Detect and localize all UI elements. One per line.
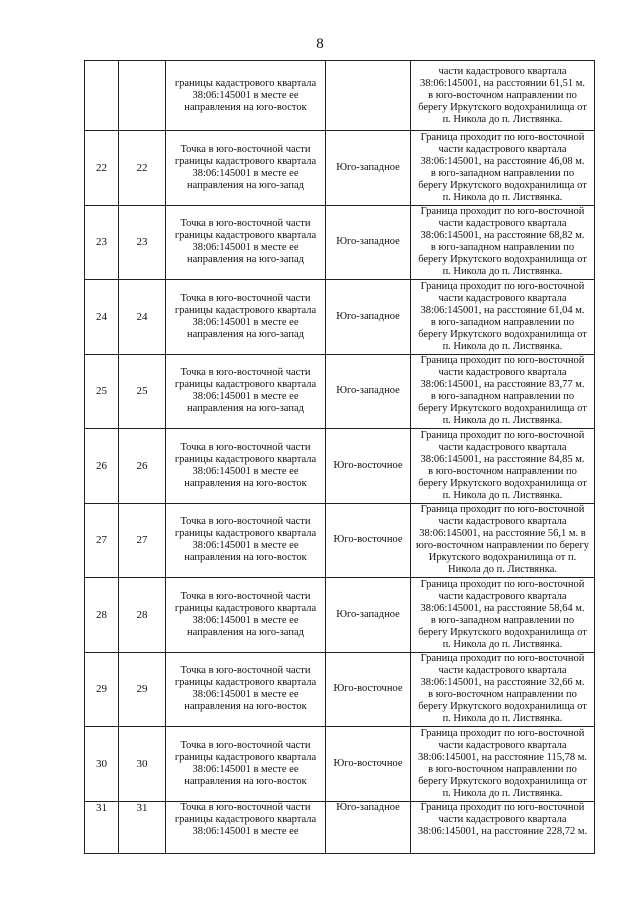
direction-cell: Юго-западное: [326, 801, 411, 853]
point-description-cell: Точка в юго-восточной части границы кадастрового квартала 38:06:145001 в месте ее направления на юго-запад: [166, 131, 326, 206]
point-number-alt-cell: 24: [119, 280, 166, 355]
point-description-cell: Точка в юго-восточной части границы кадастрового квартала 38:06:145001 в месте ее направления на юго-запад: [166, 205, 326, 280]
point-description-cell: Точка в юго-восточной части границы кадастрового квартала 38:06:145001 в месте ее: [166, 801, 326, 853]
boundary-description-cell: Граница проходит по юго-восточной части кадастрового квартала 38:06:145001, на расстояние 46,08 м. в юго-западном направлении по берегу Иркутского водохранилища от п. Никола до п. Листвянка.: [411, 131, 595, 206]
table-row: [85, 578, 595, 653]
direction-cell: Юго-западное: [326, 354, 411, 429]
point-number-cell: 27: [85, 503, 119, 578]
boundary-description-cell: Граница проходит по юго-восточной части кадастрового квартала 38:06:145001, на расстояние 58,64 м. в юго-западном направлении по берегу Иркутского водохранилища от п. Никола до п. Листвянка.: [411, 578, 595, 653]
direction-cell: Юго-восточное: [326, 652, 411, 727]
table-row: [85, 727, 595, 802]
page-number: 8: [316, 36, 324, 52]
table-row: [85, 61, 595, 131]
point-description-cell: Точка в юго-восточной части границы кадастрового квартала 38:06:145001 в месте ее направления на юго-запад: [166, 280, 326, 355]
point-number-cell: 30: [85, 727, 119, 802]
point-number-alt-cell: 28: [119, 578, 166, 653]
boundary-description-cell: Граница проходит по юго-восточной части кадастрового квартала 38:06:145001, на расстояние 84,85 м. в юго-восточном направлении по берегу Иркутского водохранилища от п. Никола до п. Листвянка.: [411, 429, 595, 504]
point-number-alt-cell: 26: [119, 429, 166, 504]
boundary-description-cell: части кадастрового квартала 38:06:145001, на расстоянии 61,51 м. в юго-восточном направлении по берегу Иркутского водохранилища от п. Никола до п. Листвянка.: [411, 61, 595, 131]
boundary-description-cell: Граница проходит по юго-восточной части кадастрового квартала 38:06:145001, на расстояние 68,82 м. в юго-западном направлении по берегу Иркутского водохранилища от п. Никола до п. Листвянка.: [411, 205, 595, 280]
direction-cell: Юго-восточное: [326, 503, 411, 578]
table-row: [85, 801, 595, 853]
point-description-cell: Точка в юго-восточной части границы кадастрового квартала 38:06:145001 в месте ее направления на юго-восток: [166, 727, 326, 802]
point-number-cell: 23: [85, 205, 119, 280]
table-body: [85, 61, 595, 854]
boundary-description-cell: Граница проходит по юго-восточной части кадастрового квартала 38:06:145001, на расстояние 32,66 м. в юго-восточном направлении по берегу Иркутского водохранилища от п. Никола до п. Листвянка.: [411, 652, 595, 727]
boundary-description-cell: Граница проходит по юго-восточной части кадастрового квартала 38:06:145001, на расстояние 228,72 м.: [411, 801, 595, 853]
point-number-cell: 22: [85, 131, 119, 206]
point-number-alt-cell: 31: [119, 801, 166, 853]
point-number-alt-cell: 29: [119, 652, 166, 727]
point-description-cell: Точка в юго-восточной части границы кадастрового квартала 38:06:145001 в месте ее направления на юго-запад: [166, 578, 326, 653]
point-number-cell: 29: [85, 652, 119, 727]
direction-cell: [326, 61, 411, 131]
point-number-cell: 26: [85, 429, 119, 504]
table-row: [85, 503, 595, 578]
direction-cell: Юго-восточное: [326, 429, 411, 504]
point-number-alt-cell: 27: [119, 503, 166, 578]
point-number-cell: 28: [85, 578, 119, 653]
point-description-cell: границы кадастрового квартала 38:06:145001 в месте ее направления на юго-восток: [166, 61, 326, 131]
point-number-alt-cell: 23: [119, 205, 166, 280]
boundary-description-cell: Граница проходит по юго-восточной части кадастрового квартала 38:06:145001, на расстояние 61,04 м. в юго-западном направлении по берегу Иркутского водохранилища от п. Никола до п. Листвянка.: [411, 280, 595, 355]
table-row: [85, 429, 595, 504]
direction-cell: Юго-западное: [326, 280, 411, 355]
point-description-cell: Точка в юго-восточной части границы кадастрового квартала 38:06:145001 в месте ее направления на юго-восток: [166, 503, 326, 578]
point-number-cell: 31: [85, 801, 119, 853]
point-number-alt-cell: 25: [119, 354, 166, 429]
direction-cell: Юго-восточное: [326, 727, 411, 802]
table-row: [85, 652, 595, 727]
point-number-cell: 25: [85, 354, 119, 429]
boundary-description-cell: Граница проходит по юго-восточной части кадастрового квартала 38:06:145001, на расстояние 115,78 м. в юго-восточном направлении по берегу Иркутского водохранилища от п. Никола до п. Листвянка.: [411, 727, 595, 802]
point-number-cell: 24: [85, 280, 119, 355]
point-description-cell: Точка в юго-восточной части границы кадастрового квартала 38:06:145001 в месте ее направления на юго-запад: [166, 354, 326, 429]
point-number-cell: [85, 61, 119, 131]
point-description-cell: Точка в юго-восточной части границы кадастрового квартала 38:06:145001 в месте ее направления на юго-восток: [166, 652, 326, 727]
direction-cell: Юго-западное: [326, 578, 411, 653]
table-row: [85, 205, 595, 280]
boundary-points-table: [84, 60, 595, 854]
point-number-alt-cell: 30: [119, 727, 166, 802]
table-row: [85, 131, 595, 206]
table-row: [85, 354, 595, 429]
point-number-alt-cell: [119, 61, 166, 131]
direction-cell: Юго-западное: [326, 131, 411, 206]
point-number-alt-cell: 22: [119, 131, 166, 206]
boundary-description-cell: Граница проходит по юго-восточной части кадастрового квартала 38:06:145001, на расстояние 56,1 м. в юго-восточном направлении по берегу Иркутского водохранилища от п. Никола до п. Листвянка.: [411, 503, 595, 578]
point-description-cell: Точка в юго-восточной части границы кадастрового квартала 38:06:145001 в месте ее направления на юго-восток: [166, 429, 326, 504]
table-row: [85, 280, 595, 355]
direction-cell: Юго-западное: [326, 205, 411, 280]
boundary-description-cell: Граница проходит по юго-восточной части кадастрового квартала 38:06:145001, на расстояние 83,77 м. в юго-западном направлении по берегу Иркутского водохранилища от п. Никола до п. Листвянка.: [411, 354, 595, 429]
